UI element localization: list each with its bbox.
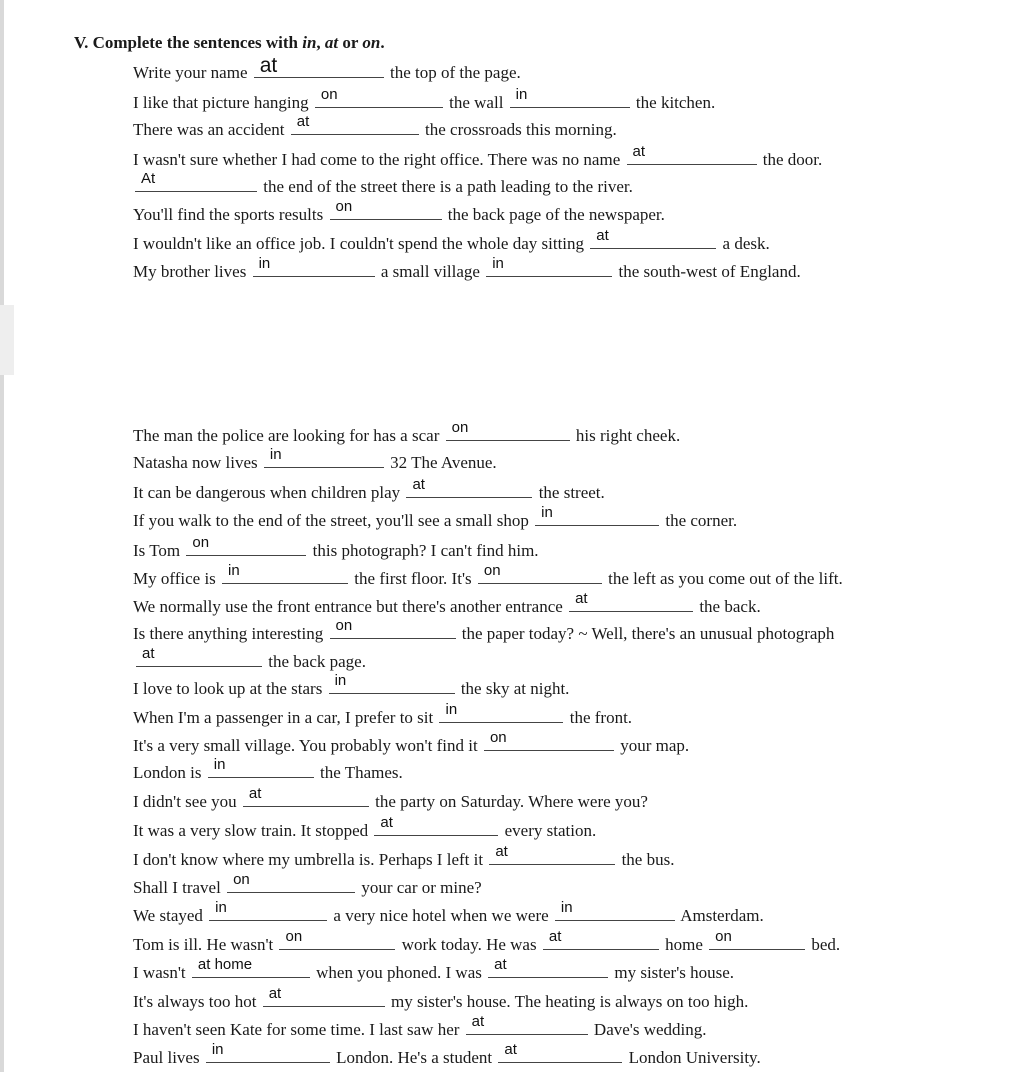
sentence-fragment: the corner. [665, 511, 738, 530]
handwritten-answer: at [259, 54, 278, 77]
handwritten-answer: in [213, 756, 226, 773]
sentence-fragment: You'll find the sports results [133, 205, 324, 224]
answer-blank[interactable] [484, 729, 614, 751]
handwritten-answer: in [515, 86, 528, 103]
handwritten-answer: at [142, 645, 155, 662]
sentence-fragment: Is there anything interesting [133, 624, 324, 643]
sentence-text [133, 928, 841, 956]
sentence-fragment: work today. He was [401, 935, 537, 954]
answer-blank[interactable] [263, 985, 385, 1007]
sentence-fragment: My office is [133, 569, 216, 588]
sentence-text [133, 672, 570, 700]
sentence-fragment: the Thames. [319, 763, 403, 782]
handwritten-answer: in [228, 562, 240, 579]
answer-blank[interactable] [253, 255, 375, 277]
answer-blank[interactable] [135, 170, 257, 192]
sentence-fragment: It's a very small village. You probably won't find it [133, 736, 478, 755]
handwritten-answer: at [412, 476, 425, 493]
sentence-text [133, 227, 770, 255]
sentence-fragment: the street. [538, 483, 605, 502]
sentence-text [133, 170, 633, 198]
sentence-fragment: I wasn't [133, 963, 186, 982]
handwritten-answer: in [258, 255, 271, 272]
sentence-fragment: the back. [699, 597, 761, 616]
sentence-text [133, 590, 761, 618]
sentence-text [133, 701, 633, 729]
sentence-fragment: the wall [449, 93, 504, 112]
sentence-fragment: I didn't see you [133, 792, 237, 811]
handwritten-answer: at [494, 956, 507, 973]
sentence-fragment: my sister's house. [614, 963, 735, 982]
sentence-fragment: There was an accident [133, 120, 285, 139]
sentence-fragment: If you walk to the end of the street, you'll see a small shop [133, 511, 529, 530]
sentence-fragment: My brother lives [133, 262, 247, 281]
handwritten-answer: in [445, 701, 458, 718]
handwritten-answer: in [215, 899, 227, 916]
sentence-text [133, 198, 665, 226]
handwritten-answer: at [471, 1013, 485, 1030]
sentence-text [134, 645, 366, 673]
sentence-fragment: Natasha now lives [133, 453, 258, 472]
sentence-fragment: I wouldn't like an office job. I couldn't spend the whole day sitting [133, 234, 585, 253]
sentence-fragment: the end of the street there is a path leading to the river. [263, 177, 633, 196]
answer-blank[interactable] [330, 617, 456, 639]
sentence-fragment: the front. [569, 708, 633, 727]
sentence-fragment: I love to look up at the stars [133, 679, 323, 698]
sentence-fragment: The man the police are looking for has a scar [133, 426, 440, 445]
exercise-heading [74, 33, 385, 53]
sentence-fragment: the top of the page. [390, 63, 521, 82]
handwritten-answer: on [715, 928, 732, 945]
answer-blank[interactable] [227, 871, 355, 893]
sentence-fragment: a desk. [722, 234, 770, 253]
sentence-fragment: I haven't seen Kate for some time. I last saw her [133, 1020, 460, 1039]
answer-blank[interactable] [206, 1041, 330, 1063]
handwritten-answer: on [192, 534, 210, 551]
heading-prep-at: at [324, 33, 339, 52]
sentence-fragment: I don't know where my umbrella is. Perhaps I left it [133, 850, 484, 869]
sentence-text [133, 956, 735, 984]
sentence-fragment: your car or mine? [361, 878, 482, 897]
sentence-fragment: Shall I travel [133, 878, 221, 897]
heading-numeral: V. [74, 33, 89, 52]
heading-prep-in: in [302, 33, 317, 52]
sentence-text [133, 113, 617, 141]
answer-blank[interactable] [627, 143, 757, 165]
handwritten-answer: in [211, 1041, 224, 1058]
handwritten-answer: at home [197, 956, 253, 973]
sentence-fragment: Amsterdam. [680, 906, 764, 925]
handwritten-answer: at [296, 113, 310, 130]
answer-blank[interactable] [590, 227, 716, 249]
sentence-text [133, 899, 764, 927]
sentence-text [133, 54, 521, 84]
sentence-text [133, 756, 403, 784]
answer-blank[interactable] [439, 701, 563, 723]
answer-blank[interactable] [330, 198, 442, 220]
handwritten-answer: at [548, 928, 562, 945]
sentence-text [133, 446, 497, 474]
handwritten-answer: on [335, 198, 353, 215]
handwritten-answer: on [451, 419, 469, 436]
handwritten-answer: on [489, 729, 507, 746]
sentence-text [133, 814, 597, 842]
sentence-fragment: We normally use the front entrance but there's another entrance [133, 597, 563, 616]
answer-blank[interactable] [498, 1041, 622, 1063]
handwritten-answer: at [268, 985, 282, 1002]
answer-blank[interactable] [510, 86, 630, 108]
sentence-fragment: the crossroads this morning. [425, 120, 617, 139]
handwritten-answer: in [492, 255, 504, 272]
sentence-text [133, 785, 648, 813]
sentence-fragment: the door. [762, 150, 823, 169]
sentence-fragment: home [665, 935, 703, 954]
answer-blank[interactable] [446, 419, 570, 441]
handwritten-answer: on [233, 871, 250, 888]
handwritten-answer: at [380, 814, 393, 831]
sentence-fragment: London University. [628, 1048, 761, 1067]
sentence-fragment: Is Tom [133, 541, 181, 560]
sentence-text [133, 1041, 761, 1069]
sentence-text [133, 419, 681, 447]
sentence-fragment: your map. [620, 736, 690, 755]
sentence-text [133, 476, 605, 504]
sentence-text [133, 843, 675, 871]
sentence-fragment: a very nice hotel when we were [333, 906, 549, 925]
handwritten-answer: at [495, 843, 508, 860]
sentence-fragment: We stayed [133, 906, 203, 925]
answer-blank[interactable] [279, 928, 395, 950]
answer-blank[interactable] [186, 534, 306, 556]
sentence-fragment: London is [133, 763, 202, 782]
sentence-text [133, 86, 716, 114]
handwritten-answer: at [575, 590, 588, 607]
sentence-fragment: It was a very slow train. It stopped [133, 821, 369, 840]
answer-blank[interactable] [329, 672, 455, 694]
answer-blank[interactable] [254, 54, 384, 78]
answer-blank[interactable] [208, 756, 314, 778]
handwritten-answer: on [320, 86, 338, 103]
handwritten-answer: on [483, 562, 501, 579]
answer-blank[interactable] [709, 928, 805, 950]
sentence-fragment: 32 The Avenue. [390, 453, 497, 472]
sentence-fragment: the party on Saturday. Where were you? [375, 792, 648, 811]
answer-blank[interactable] [264, 446, 384, 468]
sentence-fragment: the paper today? ~ Well, there's an unusual photograph [461, 624, 835, 643]
sentence-text [133, 871, 482, 899]
sentence-text [133, 562, 843, 590]
sentence-fragment: the left as you come out of the lift. [608, 569, 843, 588]
sentence-text [133, 617, 835, 645]
handwritten-answer: on [335, 617, 353, 634]
sentence-fragment: the back page of the newspaper. [447, 205, 665, 224]
answer-blank[interactable] [478, 562, 602, 584]
handwritten-answer: in [560, 899, 573, 916]
answer-blank[interactable] [486, 255, 612, 277]
sentence-text [133, 143, 823, 171]
sentence-text [133, 255, 801, 283]
sentence-text [133, 1013, 707, 1041]
answer-blank[interactable] [535, 504, 659, 526]
answer-blank[interactable] [192, 956, 310, 978]
heading-lead: Complete the sentences with [92, 33, 298, 52]
handwritten-answer: at [248, 785, 262, 802]
sentence-fragment: London. He's a student [336, 1048, 493, 1067]
sentence-fragment: when you phoned. I was [316, 963, 482, 982]
answer-blank[interactable] [489, 843, 615, 865]
answer-blank[interactable] [243, 785, 369, 807]
sentence-fragment: It can be dangerous when children play [133, 483, 401, 502]
handwritten-answer: at [504, 1041, 517, 1058]
answer-blank[interactable] [543, 928, 659, 950]
sentence-text [133, 504, 738, 532]
sentence-fragment: I wasn't sure whether I had come to the right office. There was no name [133, 150, 621, 169]
sentence-fragment: the back page. [268, 652, 366, 671]
answer-blank[interactable] [488, 956, 608, 978]
answer-blank[interactable] [315, 86, 443, 108]
answer-blank[interactable] [209, 899, 327, 921]
handwritten-answer: in [334, 672, 347, 689]
handwritten-answer: at [596, 227, 609, 244]
sentence-fragment: Write your name [133, 63, 248, 82]
sentence-fragment: the south-west of England. [618, 262, 801, 281]
handwritten-answer: at [632, 143, 646, 160]
answer-blank[interactable] [374, 814, 498, 836]
sentence-fragment: the bus. [621, 850, 675, 869]
answer-blank[interactable] [222, 562, 348, 584]
handwritten-answer: on [285, 928, 303, 945]
heading-sep: , [316, 33, 321, 52]
sentence-fragment: every station. [504, 821, 597, 840]
heading-prep-on: on [362, 33, 381, 52]
sentence-fragment: It's always too hot [133, 992, 257, 1011]
handwritten-answer: At [141, 170, 156, 187]
handwritten-answer: in [541, 504, 553, 521]
sentence-fragment: Dave's wedding. [593, 1020, 707, 1039]
sentence-fragment: my sister's house. The heating is always on too high. [390, 992, 749, 1011]
sentence-fragment: Paul lives [133, 1048, 200, 1067]
sentence-text [133, 985, 749, 1013]
heading-end: . [380, 33, 385, 52]
handwritten-answer: in [269, 446, 282, 463]
sentence-fragment: the first floor. It's [354, 569, 472, 588]
answer-blank[interactable] [406, 476, 532, 498]
sentence-fragment: I like that picture hanging [133, 93, 309, 112]
sentence-fragment: the kitchen. [635, 93, 716, 112]
answer-blank[interactable] [136, 645, 262, 667]
page-gap-band [0, 305, 14, 375]
sentence-fragment: his right cheek. [575, 426, 681, 445]
sentence-fragment: Tom is ill. He wasn't [133, 935, 274, 954]
answer-blank[interactable] [466, 1013, 588, 1035]
page-left-edge [0, 0, 4, 1072]
sentence-fragment: a small village [380, 262, 480, 281]
sentence-fragment: When I'm a passenger in a car, I prefer to sit [133, 708, 434, 727]
answer-blank[interactable] [569, 590, 693, 612]
answer-blank[interactable] [555, 899, 675, 921]
sentence-fragment: the sky at night. [460, 679, 570, 698]
sentence-text [133, 534, 539, 562]
answer-blank[interactable] [291, 113, 419, 135]
heading-or: or [342, 33, 359, 52]
sentence-fragment: this photograph? I can't find him. [312, 541, 539, 560]
sentence-fragment: bed. [811, 935, 841, 954]
